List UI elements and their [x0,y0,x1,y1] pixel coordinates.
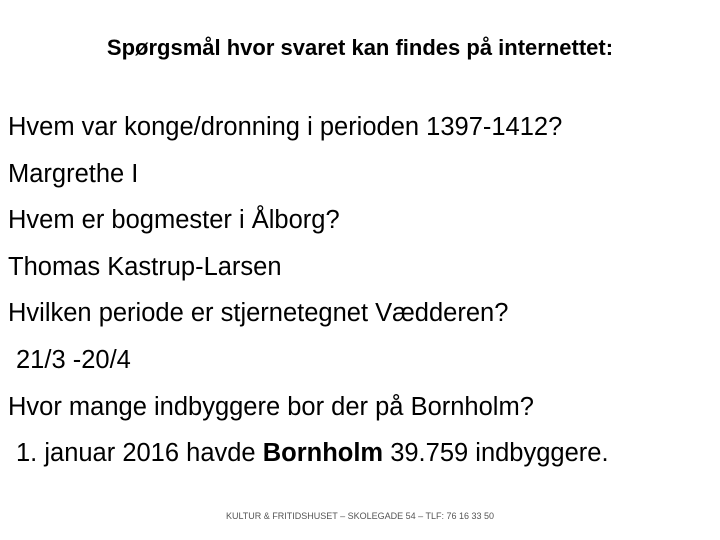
answer-1: Margrethe I [8,159,139,188]
question-3: Hvilken periode er stjernetegnet Vædderen? [8,299,509,328]
answer-4-bold-word: Bornholm [262,439,384,468]
question-answer-list [8,104,716,477]
question-4: Hvor mange indbyggere bor der på Bornholm? [8,392,534,421]
answer-4-suffix: 39.759 indbyggere. [383,439,609,468]
answer-2: Thomas Kastrup-Larsen [8,252,282,281]
slide-title: Spørgsmål hvor svaret kan findes på internettet: [106,35,614,60]
answer-4 [8,430,716,477]
question-2: Hvem er bogmester i Ålborg? [8,206,340,235]
answer-4-prefix: 1. januar 2016 havde [16,439,263,468]
question-1: Hvem var konge/dronning i perioden 1397-1412? [8,113,563,141]
answer-3: 21/3 -20/4 [16,345,131,374]
footer: KULTUR & FRITIDSHUSET – SKOLEGADE 54 – TLF: 76 16 33 50 [225,511,495,521]
